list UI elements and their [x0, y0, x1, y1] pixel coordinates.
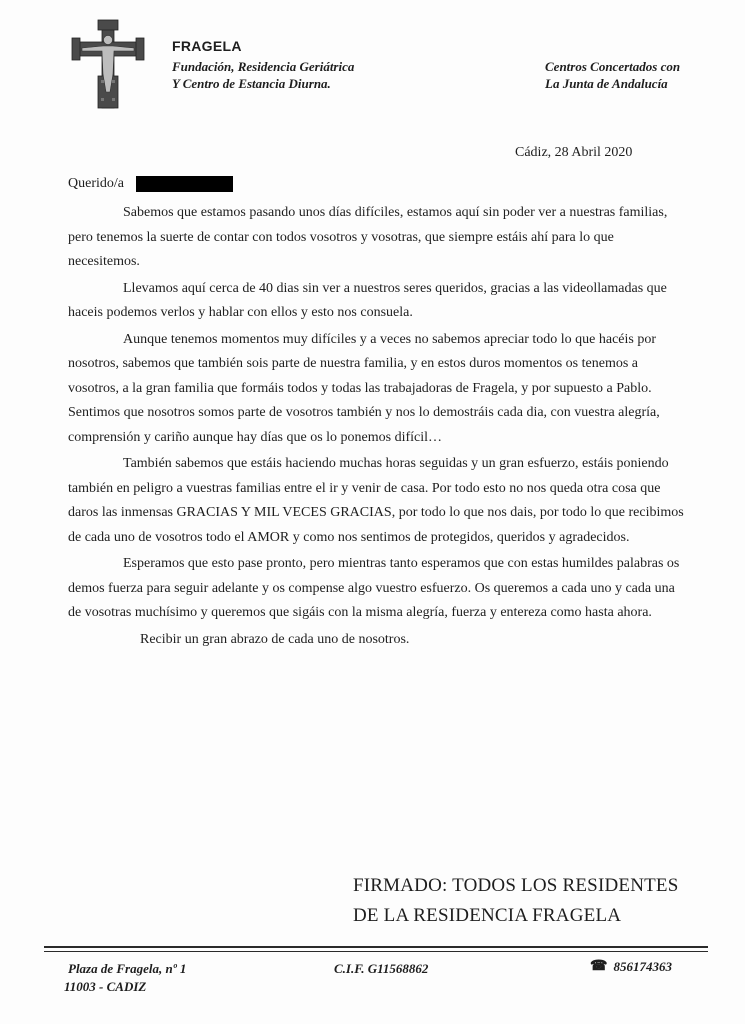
- closing-line: Recibir un gran abrazo de cada uno de nosotros.: [140, 631, 410, 647]
- letter-body: [68, 201, 688, 654]
- paragraph-2: Llevamos aquí cerca de 40 dias sin ver a nuestros seres queridos, gracias a las videollamadas que haceis podemos verlos y hablar con ellos y esto nos consuela.: [68, 280, 667, 320]
- org-name: FRAGELA: [172, 38, 242, 54]
- signature-line1: FIRMADO: TODOS LOS RESIDENTES: [353, 875, 679, 896]
- phone-number: 856174363: [613, 959, 672, 974]
- org-desc-line2: Y Centro de Estancia Diurna.: [172, 76, 331, 91]
- signature-line2: DE LA RESIDENCIA FRAGELA: [353, 905, 622, 926]
- footer-cif: C.I.F. G11568862: [334, 961, 429, 976]
- concert-note: [545, 58, 680, 92]
- paragraph-4: También sabemos que estáis haciendo muchas horas seguidas y un gran esfuerzo, estáis poniendo también en peligro a vuestras familias entre el ir y venir de casa. Por todo esto no nos queda otra cosa que daros las inmensas GRACIAS Y MIL VECES GRACIAS, por todo lo que nos dais, por todo lo que recibimos de cada uno de vosotros todo el AMOR y como nos sentimos de protegidos, queridos y agradecidos.: [68, 456, 684, 545]
- footer-divider-thin: [44, 951, 708, 952]
- footer-divider: [44, 946, 708, 948]
- paragraph-3: Aunque tenemos momentos muy difíciles y a veces no sabemos apreciar todo lo que hacéis por nosotros, sabemos que también sois parte de nuestra familia, y en estos duros momentos os tenemos a vosotros, a la gran familia que formáis todos y todas las trabajadoras de Fragela, y por supuesto a Pablo. Sentimos que nosotros somos parte de vosotros también y nos lo demostráis cada dia, con vuestra alegría, comprensión y cariño aunque hay días que os lo ponemos difícil…: [68, 331, 660, 445]
- concert-line1: Centros Concertados con: [545, 59, 681, 74]
- paragraph-1: Sabemos que estamos pasando unos días difíciles, estamos aquí sin poder ver a nuestras familias, pero tenemos la suerte de contar con todos vosotros y vosotras, que siempre estáis ahí para lo que necesitemos.: [68, 205, 668, 269]
- org-description: [172, 58, 354, 92]
- greeting: [68, 176, 233, 192]
- greeting-text: Querido/a: [68, 176, 124, 191]
- letter-date: Cádiz, 28 Abril 2020: [515, 145, 633, 160]
- telephone-icon: ☎: [590, 959, 608, 974]
- footer-address: [64, 960, 187, 996]
- signature-block: [353, 871, 679, 931]
- paragraph-5: Esperamos que esto pase pronto, pero mientras tanto esperamos que con estas humildes palabras os demos fuerza para seguir adelante y os compense algo vuestro esfuerzo. Os queremos a cada uno y cada una de vosotras muchísimo y queremos que sigáis con la misma alegría, fuerza y entereza como hasta ahora.: [68, 556, 680, 620]
- address-line2: 11003 - CADIZ: [64, 979, 147, 994]
- address-line1: Plaza de Fragela, nº 1: [68, 961, 187, 976]
- redacted-name: [136, 176, 233, 192]
- concert-line2: La Junta de Andalucía: [545, 76, 668, 91]
- crucifix-icon: [70, 18, 146, 112]
- org-desc-line1: Fundación, Residencia Geriátrica: [172, 59, 355, 74]
- footer-phone: [590, 958, 672, 976]
